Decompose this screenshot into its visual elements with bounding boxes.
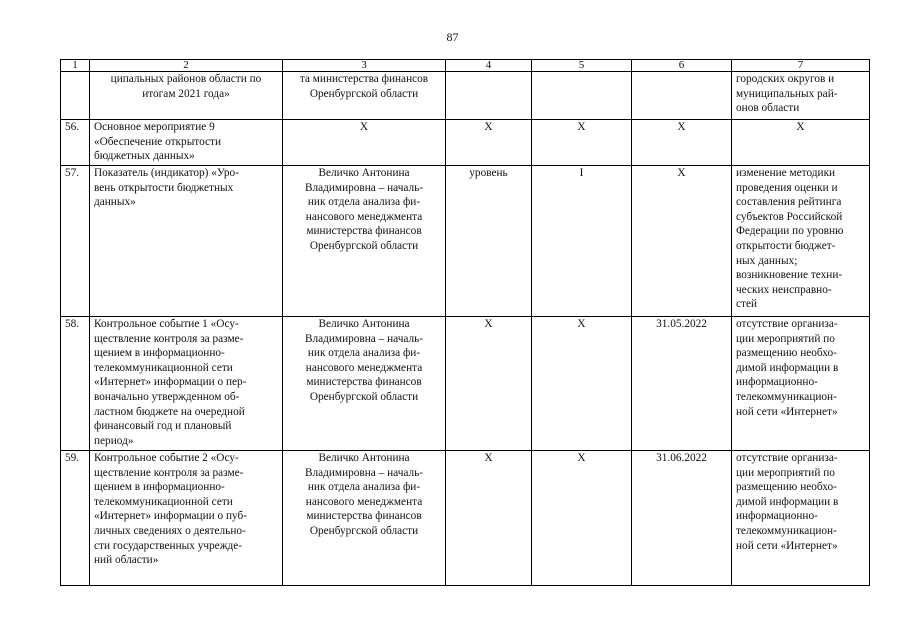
- row-col5: [532, 72, 632, 120]
- column-header: 4: [446, 60, 532, 72]
- row-risks: городских округов и муниципальных рай- онов области: [732, 72, 870, 120]
- column-header: 5: [532, 60, 632, 72]
- row-name: Контрольное событие 1 «Осу- ществление контроля за разме- щением в информационно- телекоммуникационной сети «Интернет» информации о пер- воначально утвержденном об- ластном бюджете на очередной финансовый год и плановый период»: [90, 317, 283, 451]
- row-name: ципальных районов области по итогам 2021 года»: [90, 72, 283, 120]
- table-row: [61, 451, 870, 586]
- column-number-row: [61, 60, 870, 72]
- row-name: Контрольное событие 2 «Осу- ществление контроля за разме- щением в информационно- телекоммуникационной сети «Интернет» информации о пуб- личных сведениях о деятельно- сти государственных учрежде- ний области»: [90, 451, 283, 586]
- row-col4: Х: [446, 120, 532, 166]
- row-col4: уровень: [446, 166, 532, 317]
- row-number: 57.: [61, 166, 90, 317]
- row-col6: Х: [632, 166, 732, 317]
- column-header: 1: [61, 60, 90, 72]
- table-row: [61, 72, 870, 120]
- row-number: 56.: [61, 120, 90, 166]
- row-number: 59.: [61, 451, 90, 586]
- row-col6: 31.06.2022: [632, 451, 732, 586]
- table-row: [61, 166, 870, 317]
- row-col6: Х: [632, 120, 732, 166]
- row-col6: [632, 72, 732, 120]
- row-risks: отсутствие организа- ции мероприятий по размещению необхо- димой информации в информационно- телекоммуникацион- ной сети «Интернет»: [732, 451, 870, 586]
- row-col5: Х: [532, 317, 632, 451]
- row-col5: Х: [532, 120, 632, 166]
- row-name: Основное мероприятие 9 «Обеспечение открытости бюджетных данных»: [90, 120, 283, 166]
- row-name: Показатель (индикатор) «Уро- вень открытости бюджетных данных»: [90, 166, 283, 317]
- row-risks: Х: [732, 120, 870, 166]
- row-risks: изменение методики проведения оценки и составления рейтинга субъектов Российской Федерации по уровню открытости бюджет- ных данных; возникновение техни- ческих неисправно- стей: [732, 166, 870, 317]
- page-number: 87: [446, 30, 459, 44]
- column-header: 2: [90, 60, 283, 72]
- column-header: 6: [632, 60, 732, 72]
- table-row: [61, 120, 870, 166]
- row-responsible: Х: [283, 120, 446, 166]
- row-col5: I: [532, 166, 632, 317]
- activity-table: [60, 59, 870, 586]
- row-col4: [446, 72, 532, 120]
- row-responsible: та министерства финансов Оренбургской области: [283, 72, 446, 120]
- row-col6: 31.05.2022: [632, 317, 732, 451]
- row-number: [61, 72, 90, 120]
- table-row: [61, 317, 870, 451]
- row-number: 58.: [61, 317, 90, 451]
- column-header: 3: [283, 60, 446, 72]
- row-col4: Х: [446, 451, 532, 586]
- row-responsible: Величко Антонина Владимировна – началь- ник отдела анализа фи- нансового менеджмента министерства финансов Оренбургской области: [283, 166, 446, 317]
- row-risks: отсутствие организа- ции мероприятий по размещению необхо- димой информации в информационно- телекоммуникацион- ной сети «Интернет»: [732, 317, 870, 451]
- row-col5: Х: [532, 451, 632, 586]
- row-responsible: Величко Антонина Владимировна – началь- ник отдела анализа фи- нансового менеджмента министерства финансов Оренбургской области: [283, 317, 446, 451]
- row-responsible: Величко Антонина Владимировна – началь- ник отдела анализа фи- нансового менеджмента министерства финансов Оренбургской области: [283, 451, 446, 586]
- row-col4: Х: [446, 317, 532, 451]
- column-header: 7: [732, 60, 870, 72]
